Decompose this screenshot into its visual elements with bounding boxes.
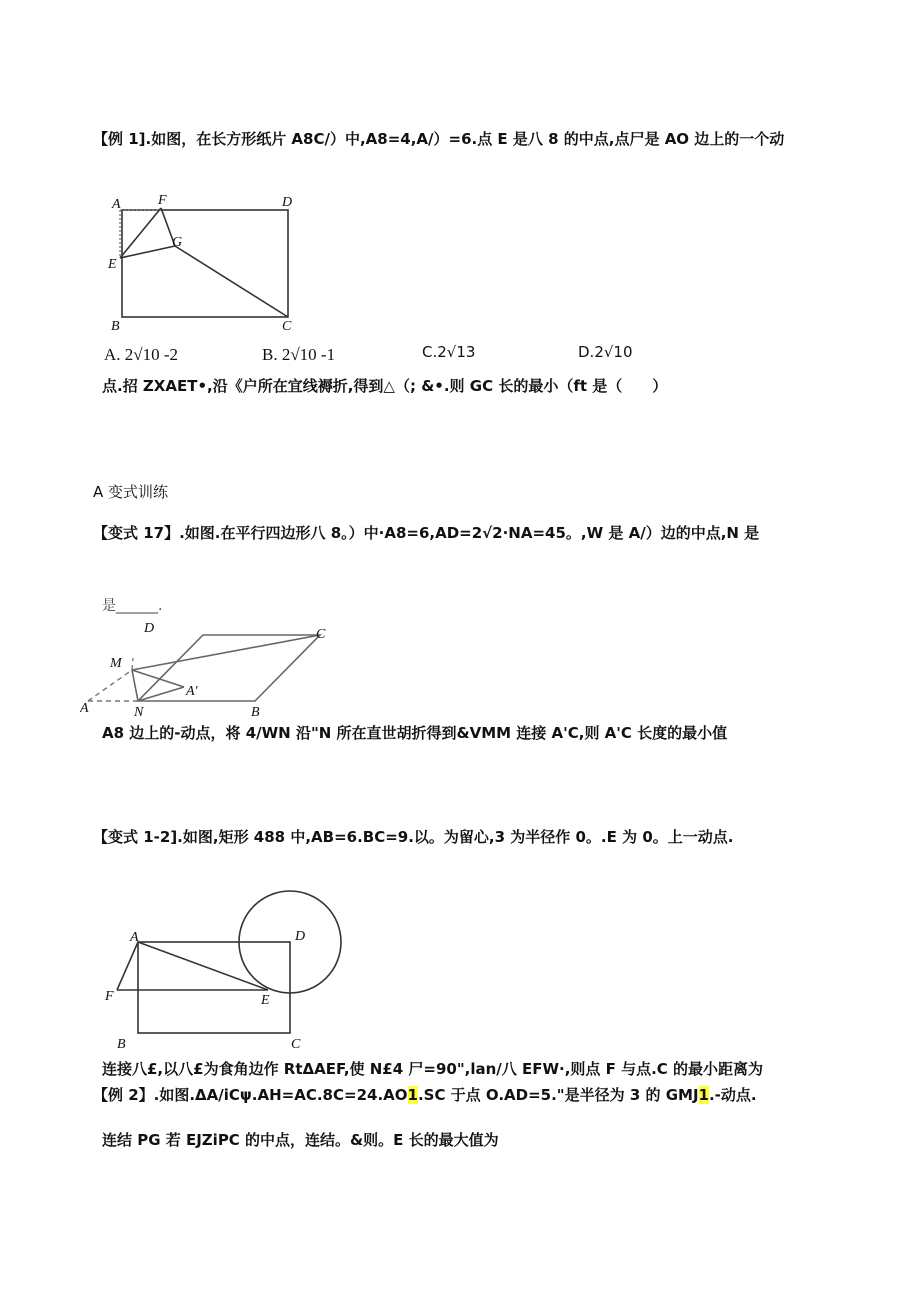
var17-label-c: C xyxy=(316,627,326,642)
var12-line2: 连接八£,以八£为食角边作 RtΔAEF,使 N£4 尸=90",lan/八 EFW·,则点 F 与点.C 的最小距离为 xyxy=(102,1060,764,1078)
ex2-line1-part-b: .SC 于点 O.AD=5."是半径为 3 的 GMJ xyxy=(417,1086,699,1104)
ex2-line1 xyxy=(93,1086,757,1104)
ex2-line1-part-a: 【例 2】.如图.ΔA/iCψ.AH=AC.8C=24.AO xyxy=(93,1086,408,1104)
var12-label-f: F xyxy=(105,989,114,1004)
ex1-figure xyxy=(100,188,315,338)
var12-figure xyxy=(105,885,345,1050)
ex1-label-b: B xyxy=(111,319,120,334)
ex1-line2: 点.招 ZXAET•,沿《户所在宜线褥折,得到△（; &•.则 GC 长的最小（ft 是（ ） xyxy=(102,377,668,395)
var17-line2: A8 边上的-动点，将 4/WN 沿"N 所在直世胡折得到&VMM 连接 A'C,则 A'C 长度的最小值 xyxy=(102,724,728,742)
var17-label-a: A xyxy=(80,701,89,716)
ex1-label-c: C xyxy=(282,319,292,334)
var12-label-e: E xyxy=(261,993,270,1008)
ex1-choice-c[interactable]: C.2√13 xyxy=(422,343,476,361)
var12-line1: 【变式 1-2].如图,矩形 488 中,AB=6.BC=9.以。为留心,3 为半径作 0。.E 为 0。上一动点. xyxy=(93,828,734,846)
var17-label-b: B xyxy=(251,705,260,718)
var17-label-a-prime: A' xyxy=(186,684,198,699)
var17-figure xyxy=(80,588,340,718)
var17-label-d: D xyxy=(144,621,155,636)
ex2-highlight-2: 1 xyxy=(698,1086,709,1104)
ex1-label-d: D xyxy=(282,195,293,210)
ex2-line2: 连结 PG 若 EJZiPC 的中点，连结。&则。E 长的最大值为 xyxy=(102,1131,499,1149)
ex1-label-a: A xyxy=(112,197,121,212)
var17-label-m: M xyxy=(110,656,122,671)
var17-label-n: N xyxy=(134,705,144,718)
ex1-label-e: E xyxy=(108,257,117,272)
var17-blank-text: 是______. xyxy=(102,598,163,614)
ex1-label-f: F xyxy=(158,193,167,208)
var12-label-b: B xyxy=(117,1037,126,1050)
ex1-choice-a[interactable]: A. 2√10 -2 xyxy=(104,345,179,364)
var12-label-a: A xyxy=(130,930,139,945)
ex1-line1: 【例 1].如图，在长方形纸片 A8C/）中,A8=4,A/）=6.点 E 是八 8 的中点,点尸是 AO 边上的一个动 xyxy=(93,130,785,148)
ex1-choice-d[interactable]: D.2√10 xyxy=(578,343,633,361)
ex1-label-g: G xyxy=(172,235,183,250)
ex2-highlight-1: 1 xyxy=(407,1086,418,1104)
ex1-choice-b[interactable]: B. 2√10 -1 xyxy=(262,345,336,364)
var12-label-c: C xyxy=(291,1037,301,1050)
var12-label-d: D xyxy=(295,929,306,944)
var17-line1: 【变式 17】.如图.在平行四边形八 8。）中·A8=6,AD=2√2·NA=45。,W 是 A/）边的中点,N 是 xyxy=(93,524,760,542)
section-heading: A 变式训练 xyxy=(93,483,169,501)
ex2-line1-part-c: .-动点. xyxy=(708,1086,757,1104)
